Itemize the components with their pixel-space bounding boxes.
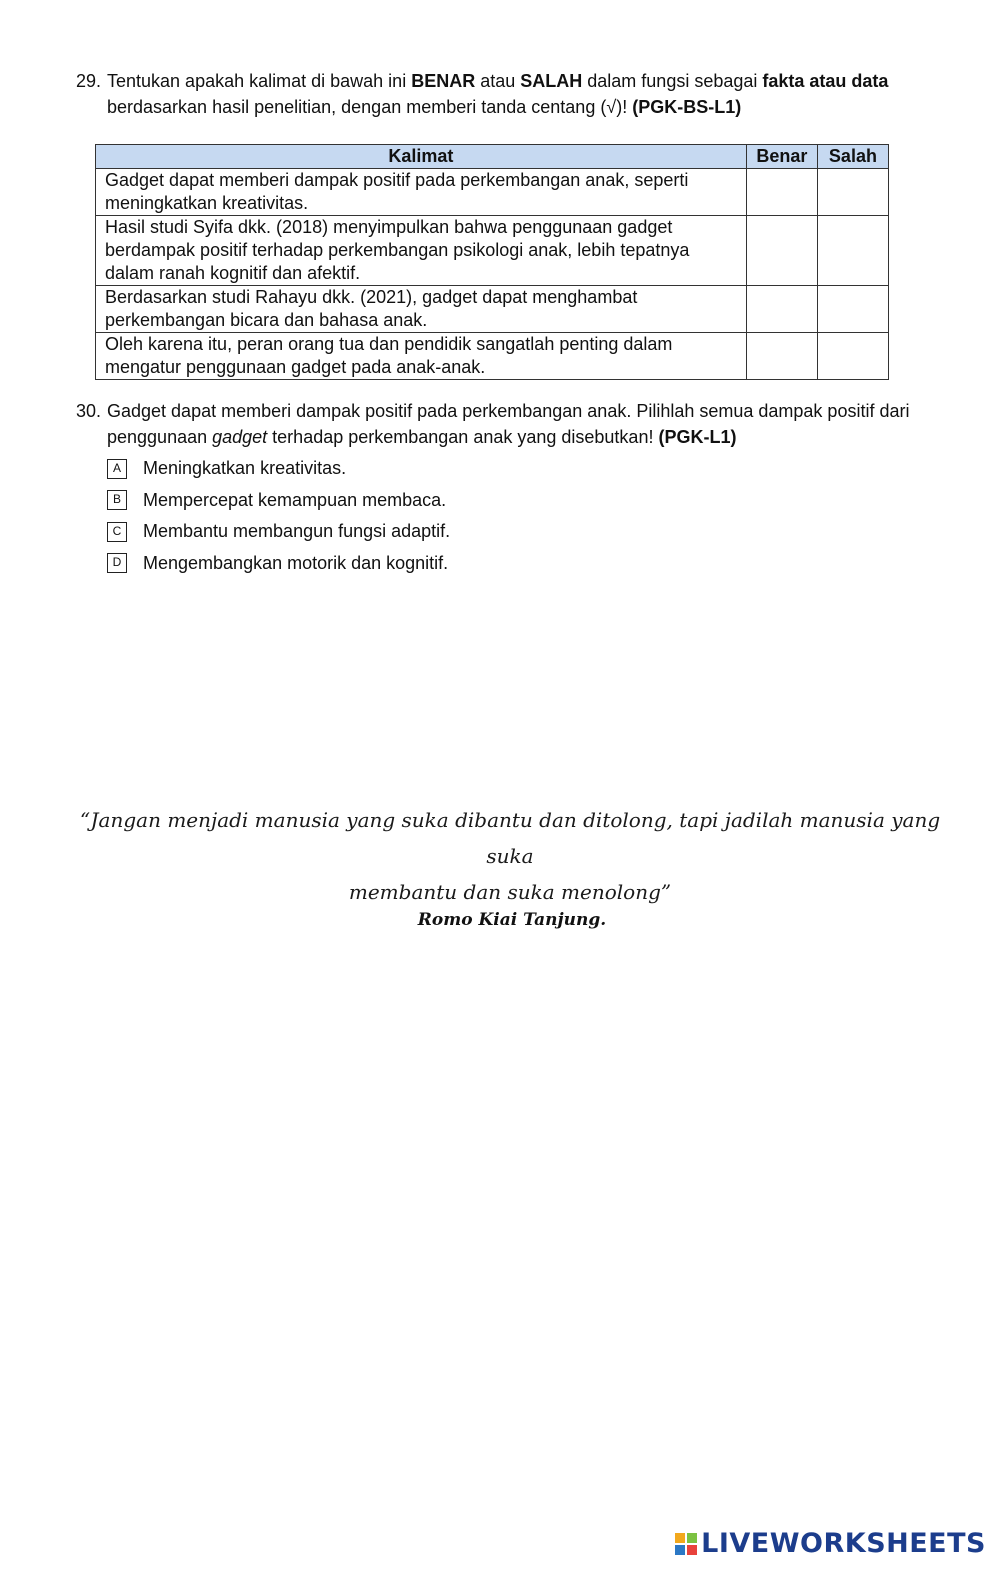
table-row: [96, 333, 889, 380]
quote-author: Romo Kiai Tanjung.: [417, 910, 607, 930]
option-d-checkbox[interactable]: D: [107, 553, 127, 573]
question-text: Gadget dapat memberi dampak positif pada perkembangan anak. Pilihlah semua dampak positif dari penggunaan gadget terhadap perkembangan anak yang disebutkan! (PGK-L1): [107, 401, 910, 447]
option-c-checkbox[interactable]: C: [107, 522, 127, 542]
option-a[interactable]: [107, 453, 450, 485]
question-code: (PGK-BS-L1): [632, 97, 742, 117]
logo-square: [687, 1533, 697, 1543]
option-c-label: Membantu membangun fungsi adaptif.: [143, 521, 451, 542]
table-row: [96, 169, 889, 216]
header-benar: Benar: [746, 145, 817, 169]
answer-options: [107, 453, 450, 579]
benar-checkbox-3[interactable]: [746, 286, 817, 333]
option-d-label: Mengembangkan motorik dan kognitif.: [143, 552, 449, 573]
question-text: Tentukan apakah kalimat di bawah ini BENAR atau SALAH dalam fungsi sebagai fakta atau data berdasarkan hasil penelitian, dengan memberi tanda centang (√)! (PGK-BS-L1): [107, 71, 889, 117]
logo-square: [687, 1545, 697, 1555]
question-number: 30.: [76, 401, 102, 421]
table-row: [96, 216, 889, 286]
quote: [60, 802, 960, 910]
table-row: [96, 286, 889, 333]
salah-checkbox-2[interactable]: [817, 216, 888, 286]
option-a-checkbox[interactable]: A: [107, 459, 127, 479]
logo-square: [675, 1545, 685, 1555]
quote-line-2: membantu dan suka menolong”: [348, 880, 672, 904]
option-d[interactable]: [107, 548, 450, 580]
header-salah: Salah: [817, 145, 888, 169]
header-kalimat: Kalimat: [96, 145, 747, 169]
question-29: [76, 68, 956, 120]
salah-checkbox-4[interactable]: [817, 333, 888, 380]
question-code: (PGK-L1): [658, 427, 737, 447]
option-b-label: Mempercepat kemampuan membaca.: [143, 489, 447, 510]
question-number: 29.: [76, 71, 102, 91]
benar-checkbox-1[interactable]: [746, 169, 817, 216]
question-30: [76, 398, 956, 450]
option-c[interactable]: [107, 516, 450, 548]
statement-text: Hasil studi Syifa dkk. (2018) menyimpulkan bahwa penggunaan gadget berdampak positif terhadap perkembangan psikologi anak, lebih tepatnya dalam ranah kognitif dan afektif.: [96, 216, 747, 286]
logo-grid-icon: [675, 1533, 697, 1555]
statement-text: Berdasarkan studi Rahayu dkk. (2021), gadget dapat menghambat perkembangan bicara dan bahasa anak.: [96, 286, 747, 333]
statement-text: Oleh karena itu, peran orang tua dan pendidik sangatlah penting dalam mengatur penggunaan gadget pada anak-anak.: [96, 333, 747, 380]
benar-checkbox-4[interactable]: [746, 333, 817, 380]
table-header-row: [96, 145, 889, 169]
option-b[interactable]: [107, 485, 450, 517]
benar-checkbox-2[interactable]: [746, 216, 817, 286]
logo-square: [675, 1533, 685, 1543]
logo-text: LIVEWORKSHEETS: [701, 1528, 986, 1559]
salah-checkbox-1[interactable]: [817, 169, 888, 216]
option-a-label: Meningkatkan kreativitas.: [143, 458, 347, 479]
salah-checkbox-3[interactable]: [817, 286, 888, 333]
option-b-checkbox[interactable]: B: [107, 490, 127, 510]
statement-text: Gadget dapat memberi dampak positif pada perkembangan anak, seperti meningkatkan kreativitas.: [96, 169, 747, 216]
liveworksheets-logo: [675, 1528, 986, 1559]
statement-table: [95, 144, 889, 380]
quote-line-1: “Jangan menjadi manusia yang suka dibantu dan ditolong, tapi jadilah manusia yang suka: [79, 808, 941, 868]
